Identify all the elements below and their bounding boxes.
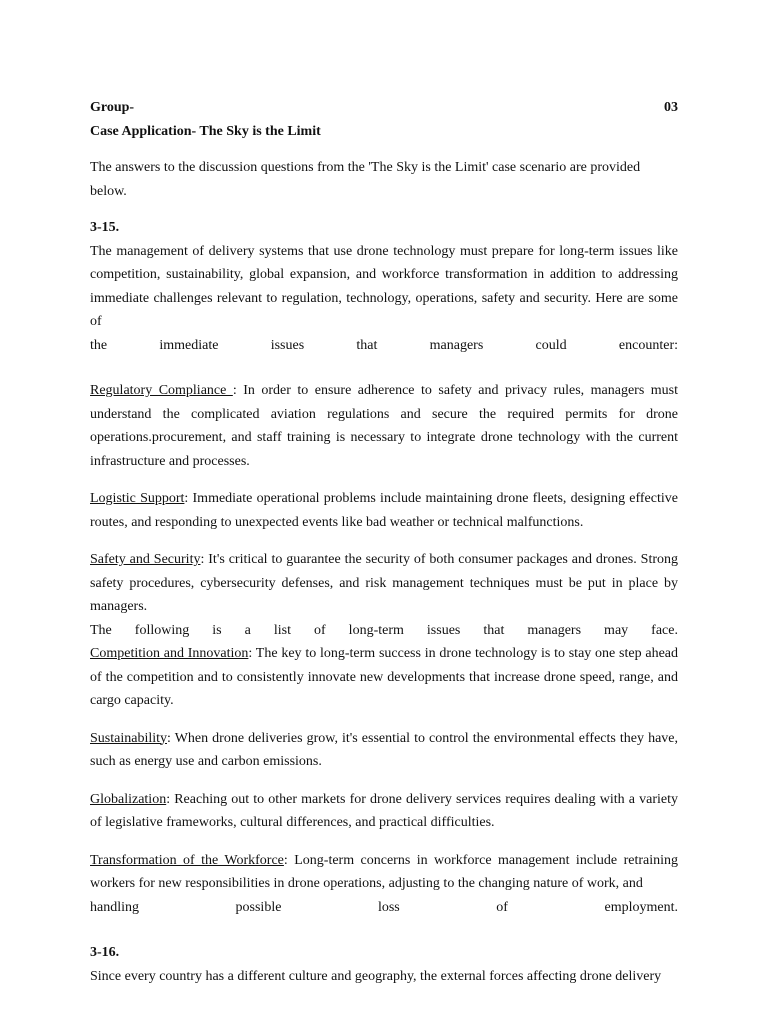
logistic-support-term: Logistic Support (90, 491, 185, 506)
regulatory-compliance-text: : In order to ensure adherence to safety and privacy rules, managers must understand the complicated aviation regulations and secure the required permits for drone operations.procurement, and staff training is necessary to integrate drone technology with the current infrastructure and processes. (90, 383, 678, 469)
globalization-paragraph (90, 788, 678, 835)
group-number: 03 (664, 100, 678, 115)
regulatory-compliance-term: Regulatory Compliance (90, 383, 233, 398)
document-body (90, 96, 678, 988)
competition-innovation-term: Competition and Innovation (90, 646, 249, 661)
question-3-15-intro-last-line: the immediate issues that managers could encounter: (90, 337, 678, 353)
globalization-text: : Reaching out to other markets for drone delivery services requires dealing with a variety of legislative frameworks, cultural differences, and practical difficulties. (90, 791, 678, 830)
question-3-15-intro: The management of delivery systems that use drone technology must prepare for long-term issues like competition, sustainability, global expansion, and workforce transformation in addition to addressing immediate challenges relevant to regulation, technology, operations, safety and security. Here are some of (90, 243, 678, 329)
workforce-transformation-paragraph (90, 849, 678, 896)
globalization-term: Globalization (90, 791, 167, 807)
sustainability-paragraph (90, 727, 678, 774)
long-term-issues-intro: The following is a list of long-term issues that managers may face. (90, 622, 678, 638)
workforce-transformation-term: Transformation of the Workforce (90, 852, 284, 868)
group-header (90, 96, 678, 120)
workforce-transformation-text: : Long-term concerns in workforce management include retraining workers for new responsibilities in drone operations, adjusting to the changing nature of work, and (90, 852, 678, 891)
safety-security-term: Safety and Security (90, 552, 201, 567)
regulatory-compliance-paragraph (90, 379, 678, 473)
sustainability-text: : When drone deliveries grow, it's essential to control the environmental effects they have, such as energy use and carbon emissions. (90, 730, 678, 769)
group-label: Group- (90, 100, 135, 115)
question-3-16-text: Since every country has a different culture and geography, the external forces affecting drone delivery (90, 968, 662, 984)
competition-innovation-text: : The key to long-term success in drone technology is to stay one step ahead of the competition and to consistently innovate new developments that increase drone speed, range, and cargo capacity. (90, 646, 678, 708)
logistic-support-text: : Immediate operational problems include maintaining drone fleets, designing effective routes, and responding to unexpected events like bad weather or technical malfunctions. (90, 491, 678, 530)
competition-innovation-paragraph (90, 642, 678, 713)
safety-security-text: : It's critical to guarantee the security of both consumer packages and drones. Strong safety procedures, cybersecurity defenses, and risk management techniques must be put in place by managers. (90, 552, 678, 614)
safety-security-paragraph (90, 548, 678, 619)
document-title: Case Application- The Sky is the Limit (90, 123, 321, 139)
sustainability-term: Sustainability (90, 730, 167, 746)
question-3-15-heading: 3-15. (90, 220, 120, 235)
logistic-support-paragraph (90, 487, 678, 534)
intro-paragraph: The answers to the discussion questions from the 'The Sky is the Limit' case scenario are provided below. (90, 160, 641, 199)
question-3-16-heading: 3-16. (90, 945, 120, 960)
workforce-transformation-last-line: handling possible loss of employment. (90, 899, 678, 915)
